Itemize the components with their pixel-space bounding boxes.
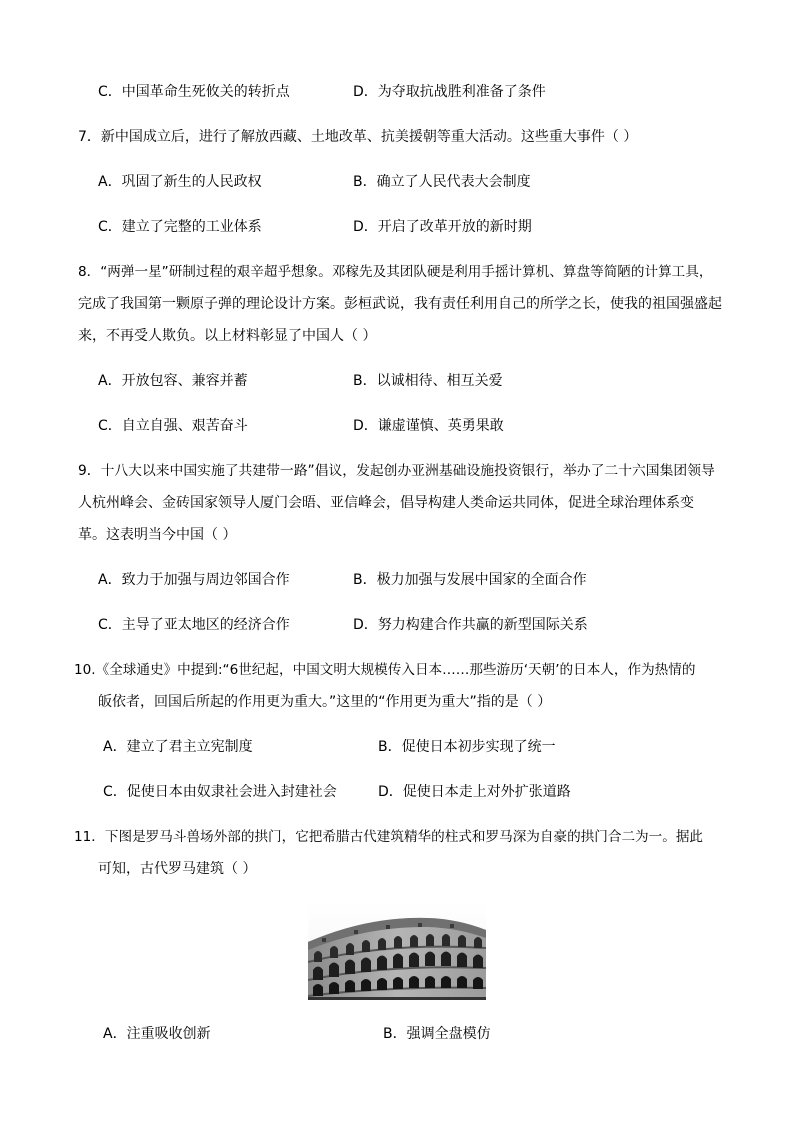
q8-stem-line-3: 来，不再受人欺负。以上材料彰显了中国人（ ） [78,328,377,344]
q10-option-a: A．建立了君主立宪制度 [103,739,253,755]
q7-option-a: A．巩固了新生的人民政权 [98,174,262,190]
q8-option-c: C．自立自强、艰苦奋斗 [98,418,248,434]
q9-option-d: D．努力构建合作共赢的新型国际关系 [353,617,588,633]
q6-option-d: D．为夺取抗战胜利准备了条件 [353,84,546,100]
q10-stem-line-2: 皈依者，回国后所起的作用更为重大。”这里的“作用更为重大”指的是（ ） [98,694,552,710]
q11-stem-line-1: 11．下图是罗马斗兽场外部的拱门，它把希腊古代建筑精华的柱式和罗马深为自豪的拱门合二为一。据此 [74,829,704,845]
q7-option-c: C．建立了完整的工业体系 [98,219,262,235]
q11-option-a: A．注重吸收创新 [103,1026,211,1042]
q9-option-a: A．致力于加强与周边邻国合作 [98,572,290,588]
q9-option-b: B．极力加强与发展中国家的全面合作 [353,572,587,588]
q10-option-b: B．促使日本初步实现了统一 [378,739,556,755]
q7-stem: 7．新中国成立后，进行了解放西藏、土地改革、抗美援朝等重大活动。这些重大事件（ ） [78,129,638,145]
q8-option-a: A．开放包容、兼容并蓄 [98,373,248,389]
q10-option-d: D．促使日本走上对外扩张道路 [378,784,571,800]
q7-option-d: D．开启了改革开放的新时期 [353,219,532,235]
q11-option-b: B．强调全盘模仿 [383,1026,491,1042]
q7-option-b: B．确立了人民代表大会制度 [353,174,531,190]
q9-stem-line-3: 革。这表明当今中国（ ） [78,527,237,543]
q8-option-d: D．谦虚谨慎、英勇果敢 [353,418,504,434]
q9-stem-line-2: 人杭州峰会、金砖国家领导人厦门会晤、亚信峰会，倡导构建人类命运共同体，促进全球治理体系变 [78,495,694,511]
q9-stem-line-1: 9．十八大以来中国实施了共建带一路”倡议，发起创办亚洲基础设施投资银行，举办了二十六国集团领导 [78,463,715,479]
q10-stem-line-1: 10.《全球通史》中提到:“6世纪起，中国文明大规模传入日本……那些游历‘天朝’的日本人，作为热情的 [74,662,696,678]
colosseum-photo [308,902,486,1000]
q11-stem-line-2: 可知，古代罗马建筑（ ） [98,861,257,877]
q10-option-c: C．促使日本由奴隶社会进入封建社会 [103,784,337,800]
q8-option-b: B．以诚相待、相互关爱 [353,373,503,389]
q8-stem-line-1: 8．“两弹一星”研制过程的艰辛超乎想象。邓稼先及其团队硬是利用手摇计算机、算盘等简陋的计算工具， [78,264,713,280]
q9-option-c: C．主导了亚太地区的经济合作 [98,617,290,633]
q6-option-c: C．中国革命生死攸关的转折点 [98,84,290,100]
q8-stem-line-2: 完成了我国第一颗原子弹的理论设计方案。彭桓武说，我有责任利用自己的所学之长，使我的祖国强盛起 [78,296,722,312]
